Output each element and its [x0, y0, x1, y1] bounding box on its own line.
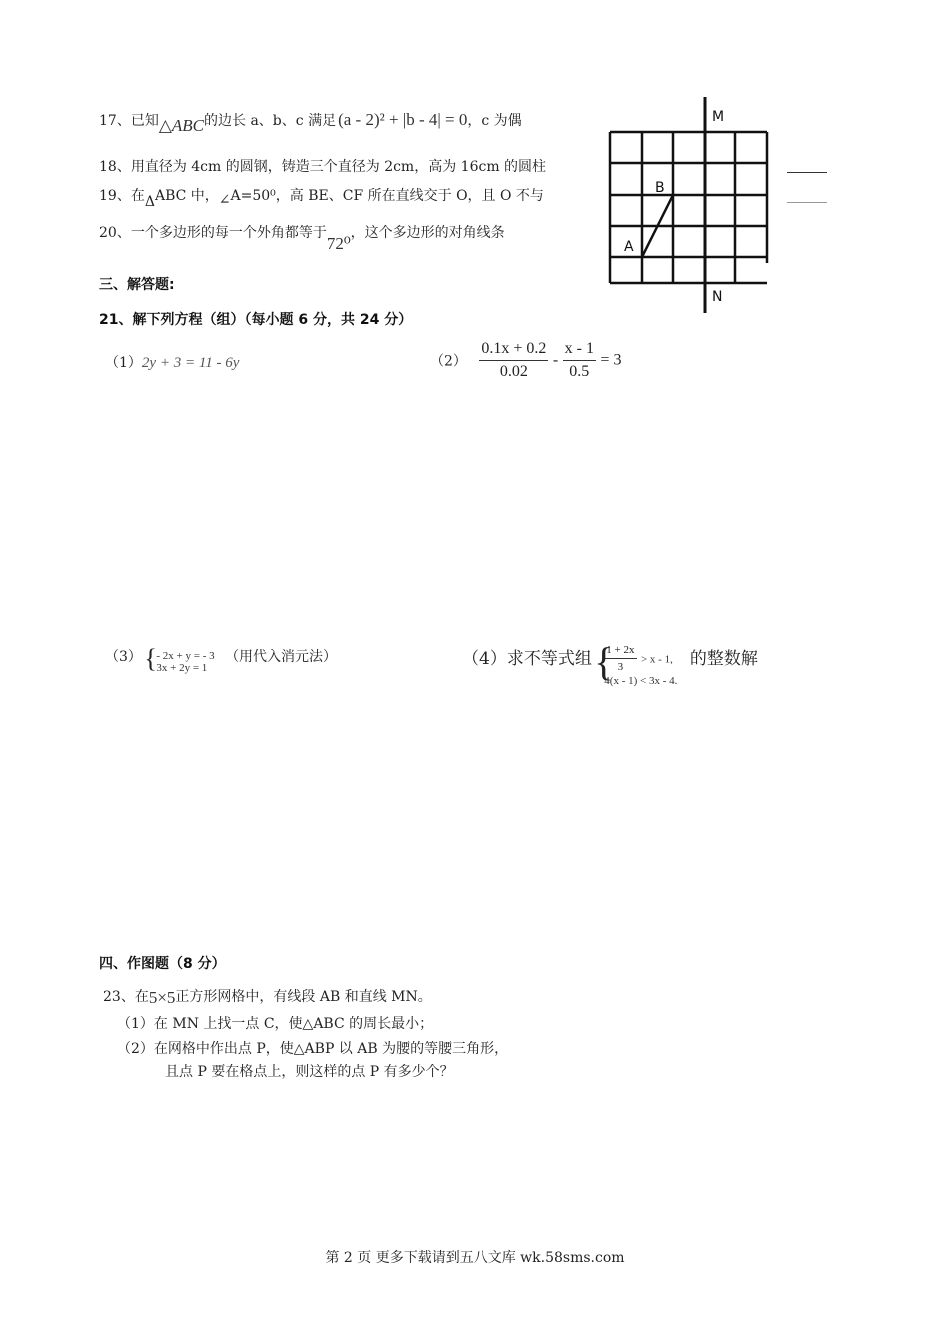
q21-p3-eq2: 3x + 2y = 1 [156, 662, 208, 674]
q21-p2-fraction-2 [563, 340, 596, 381]
q23-step-2: （2）在网格中作出点 P，使△ABP 以 AB 为腰的等腰三角形， [117, 1041, 509, 1057]
answer-blank-19 [787, 172, 827, 173]
q21-p2-fraction-1 [479, 340, 548, 381]
q17-text: 的边长 a、b、c 满足 [204, 113, 337, 129]
q23-step-3: 且点 P 要在格点上，则这样的点 P 有多少个？ [165, 1064, 454, 1080]
q21-part4 [462, 639, 758, 687]
q21-p4-label: （4）求不等式组 [462, 649, 592, 669]
label-n: N [712, 289, 723, 305]
q21-p1-label: （1） [105, 355, 142, 371]
question-17 [99, 110, 522, 135]
q21-p3-label: （3） [105, 649, 142, 665]
grid-figure [600, 95, 780, 317]
label-b: B [655, 180, 665, 196]
q21-p3-eq1: - 2x + y = - 3 [156, 650, 215, 662]
q18-text: 18、用直径为 4cm 的圆钢，铸造三个直径为 2cm，高为 16cm 的圆柱 [99, 159, 547, 175]
q21-p4-rhs1: > x - 1, [640, 653, 673, 666]
q23-prefix: 23、在 [103, 989, 149, 1005]
q23-step-1: （1）在 MN 上找一点 C，使△ABC 的周长最小； [117, 1016, 434, 1032]
q21-p2-rhs: = 3 [600, 351, 622, 369]
question-19 [99, 185, 575, 210]
section-4-title: 四、作图题（8 分） [99, 956, 226, 972]
q17-triangle: △ABC [158, 116, 205, 135]
q21-p2-denominator-1: 0.02 [499, 363, 528, 380]
grid-lines [610, 132, 767, 283]
q21-part2 [430, 340, 621, 381]
label-m: M [712, 109, 725, 125]
q21-part1 [105, 352, 239, 372]
q23-grid-size: 5×5 [148, 988, 176, 1007]
question-18 [99, 156, 575, 176]
q21-p2-numerator-2: x - 1 [563, 340, 596, 361]
q21-p3-system: { - 2x + y = - 3 3x + 2y = 1 [144, 644, 215, 674]
page-footer: 第 2 页 更多下载请到五八文库 wk.58sms.com [325, 1250, 625, 1266]
q21-p2-minus: - [552, 351, 559, 369]
answer-blank-20 [787, 202, 827, 203]
q17-prefix: 17、已知 [99, 113, 159, 129]
q21-p2-label: （2） [430, 353, 467, 370]
q17-equation: (a - 2)² + |b - 4| = 0 [338, 110, 468, 129]
q21-p2-denominator-2: 0.5 [569, 363, 590, 380]
q20-suffix: ，这个多边形的对角线条 [350, 225, 505, 241]
q21-p4-denominator: 3 [617, 661, 624, 673]
q19-angle-symbol: ∠ [218, 192, 231, 208]
q23-text: 正方形网格中，有线段 AB 和直线 MN。 [175, 989, 432, 1005]
q21-p4-numerator: 1 + 2x [604, 644, 636, 659]
q19-delta-symbol: Δ [144, 194, 155, 210]
q21-part3 [105, 644, 338, 674]
q20-prefix: 20、一个多边形的每一个外角都等于 [99, 225, 327, 241]
q21-p4-suffix: 的整数解 [689, 649, 758, 669]
q17-suffix: ，c 为偶 [467, 113, 522, 129]
q21-p4-eq2: 4(x - 1) < 3x - 4. [604, 675, 678, 687]
q19-rest: A=50⁰，高 BE、CF 所在直线交于 O，且 O 不与 [230, 188, 544, 204]
q21-p1-equation: 2y + 3 = 11 - 6y [141, 355, 240, 371]
q19-text: ABC 中， [154, 188, 219, 204]
q21-p4-system: { $\frac{1 + 2x}{3}$ > x - 1, 4(x - 1) < 3x - 4. [594, 639, 678, 687]
section-3-title: 三、解答题: [99, 277, 175, 293]
label-a: A [624, 239, 634, 255]
question-23 [103, 986, 432, 1006]
question-20 [99, 222, 575, 253]
q21-p2-numerator-1: 0.1x + 0.2 [479, 340, 548, 361]
q19-prefix: 19、在 [99, 188, 145, 204]
question-21-title: 21、解下列方程（组）（每小题 6 分，共 24 分） [99, 312, 413, 328]
q20-value: 72⁰ [326, 234, 351, 253]
q21-p3-note: （用代入消元法） [225, 649, 338, 665]
